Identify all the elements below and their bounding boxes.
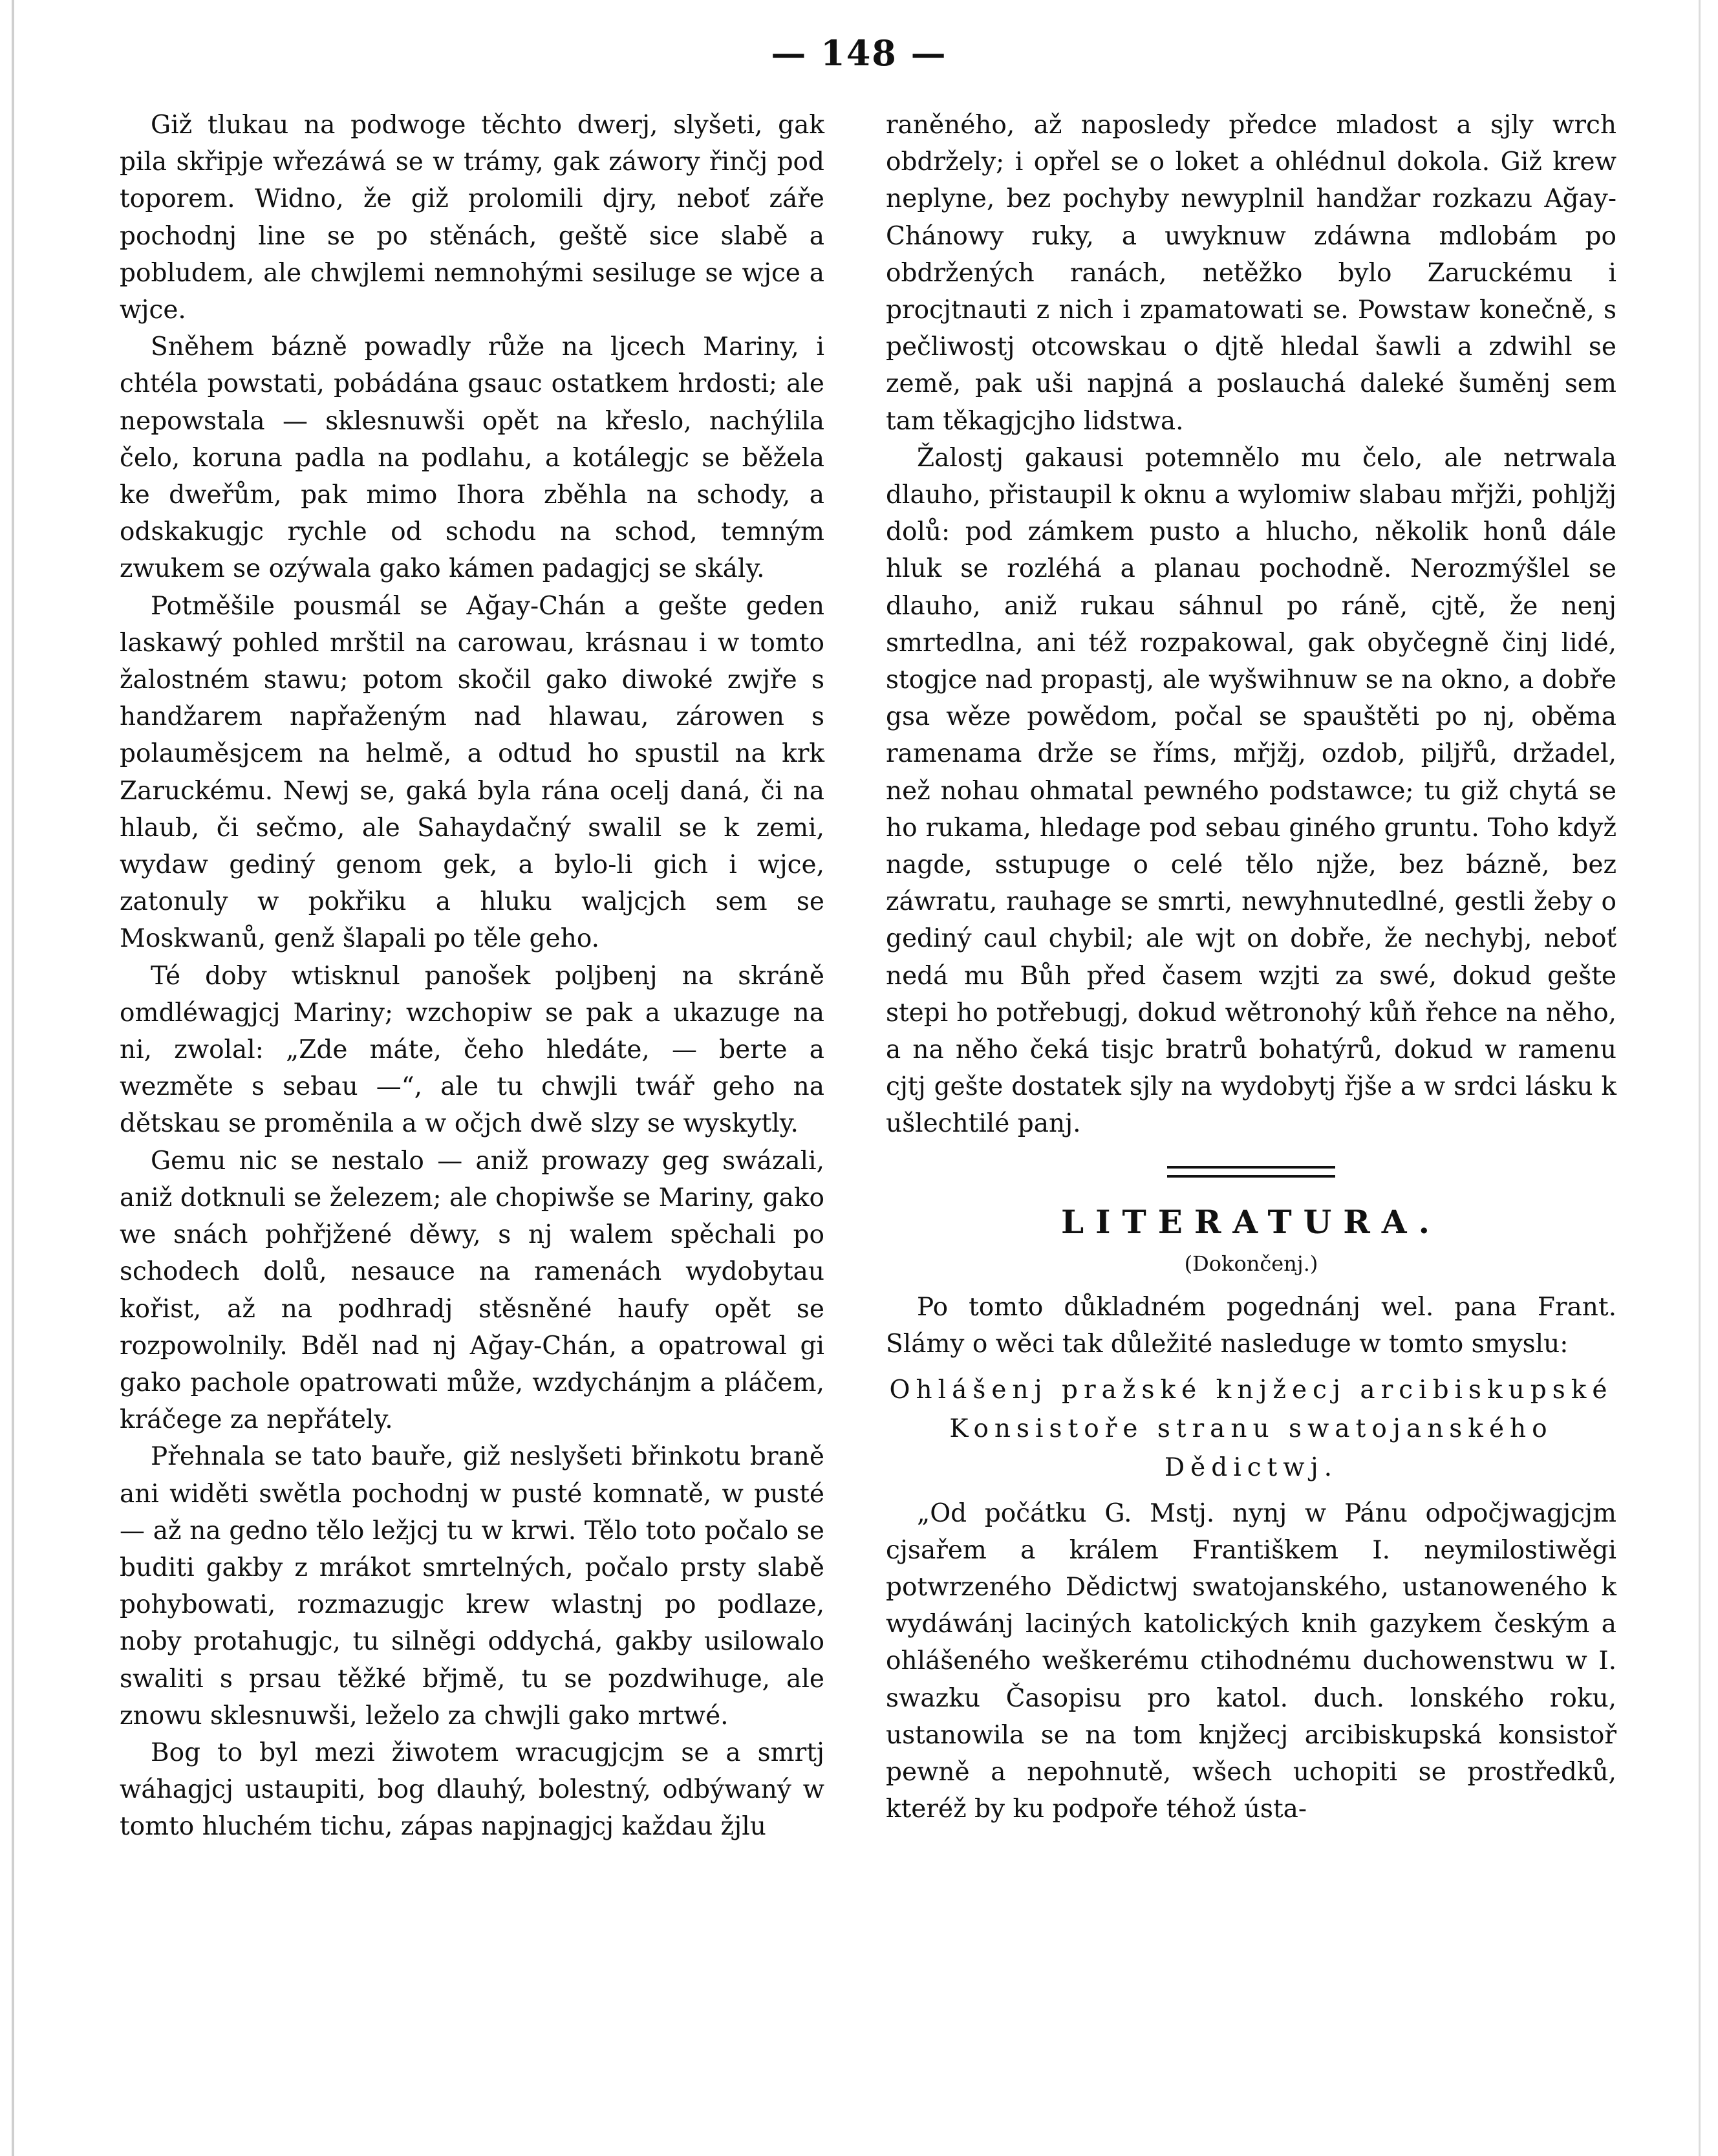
left-paragraph: Sněhem bázně powadly růže na ljcech Mariny, i chtéla powstati, pobádána gsauc ostatkem hrdosti; ale nepowstala — sklesnuwši opět na křeslo, nachýlila čelo, koruna padla na podlahu, a kotálegjc se běžela ke dweřům, pak mimo Ihora zběhla na schody, a odskakugjc rychle od schodu na schod, temným zwukem se ozýwala gako kámen padagjcj se skály. [120,332,824,584]
right-paragraph: Žalostj gakausi potemnělo mu čelo, ale netrwala dlauho, přistaupil k oknu a wylomiw slabau mřjži, pohljžj dolů: pod zámkem pusto a hlucho, několik honů dále hluk se rozléhá a planau pochodně. Nerozmýšlel se dlauho, aniž rukau sáhnul po ráně, cjtě, že nenj smrtedlna, ani též rozpakowal, gak obyčegně činj lidé, stogjce nad propastj, ale wyšwihnuw se na okno, a dobře gsa wěze powědom, počal se spauštěti po nj, oběma ramenama drže se říms, mřjžj, ozdob, piljřů, držadel, než nohau ohmatal pewného podstawce; tu giž chytá se ho rukama, hledage pod sebau giného gruntu. Toho když nagde, sstupuge o celé tělo njže, bez bázně, bez záwratu, rauhage se smrti, newyhnutedlné, gestli žeby o gediný caul chybil; ale wjt on dobře, že nechybj, neboť nedá mu Bůh před časem wzjti za swé, dokud gešte stepi ho potřebugj, dokud wětronohý kůň řehce na něho, a na něho čeká tisjc bratrů bohatýrů, dokud w ramenu cjtj gešte dostatek sjly na wydobytj řjše a w srdci lásku k ušlechtilé panj. [886,443,1616,1139]
announcement-title: Ohlášenj pražské knjžecj arcibiskupské Konsistoře stranu swatojanského Dědictwj. [889,1375,1613,1482]
quote-paragraph: „Od počátku G. Mstj. nynj w Pánu odpočjwagjcjm cjsařem a králem Františkem I. neymilostiwěgi potwrzeného Dědictwj swatojanského, ustanoweného k wydáwánj laciných katolických knih gazykem českým a ohlášeného weškerému ctihodnému duchowenstwu w I. swazku Časopisu pro katol. duch. lonského roku, ustanowila se na tom knjžecj arcibiskupská konsistoř pewně a nepohnutě, wšech uchopiti se prostředků, kteréž by ku podpoře téhož ústa- [886,1498,1616,1824]
section-subtitle: (Dokončenj.) [1184,1251,1318,1276]
left-paragraph: Přehnala se tato bauře, giž neslyšeti břinkotu braně ani widěti swětla pochodnj w pusté komnatě, w pusté — až na gedno tělo ležjcj tu w krwi. Tělo toto počalo se buditi gakby z mrákot smrtelných, počalo prsty slabě pohybowati, rozmazugjc krew wlastnj po podlaze, noby protahugjc, tu silněgi oddychá, gakby usilowalo swaliti s prsau těžké břjmě, tu se pozdwihuge, ale znowu sklesnuwši, leželo za chwjli gako mrtwé. [120,1442,824,1730]
left-paragraph: Giž tlukau na podwoge těchto dwerj, slyšeti, gak pila skřipje wřezáwá se w trámy, gak záwory řinčj pod toporem. Widno, že giž prolomili djry, neboť záře pochodnj line se po stěnách, geště sice slabě a pobludem, ale chwjlemi nemnohými sesiluge se wjce a wjce. [120,111,824,325]
section-title: LITERATURA. [1060,1202,1442,1241]
left-paragraph: Bog to byl mezi žiwotem wracugjcjm se a smrtj wáhagjcj ustaupiti, bog dlauhý, bolestný, odbýwaný w tomto hluchém tichu, zápas napjnagjcj každau žjlu [120,1738,824,1842]
intro-paragraph: Po tomto důkladném pogednánj wel. pana Frant. Slámy o wěci tak důležité nasleduge w tomto smyslu: [886,1293,1616,1359]
right-paragraph: raněného, až naposledy předce mladost a sjly wrch obdržely; i opřel se o loket a ohlédnul dokola. Giž krew neplyne, bez pochyby newyplnil handžar rozkazu Ağay-Chánowy ruky, a uwyknuw zdáwna mdlobám po obdržených ranách, netěžko bylo Zaruckému i procjtnauti z nich i zpamatowati se. Powstaw konečně, s pečliwostj otcowskau o djtě hledal šawli a zdwihl se země, pak uši napjná a poslauchá daleké šuměnj sem tam těkagjcjho lidstwa. [886,111,1616,436]
left-column [120,107,824,1846]
section-separator [1167,1166,1335,1178]
left-paragraph: Potměšile pousmál se Ağay-Chán a gešte geden laskawý pohled mrštil na carowau, krásnau i w tomto žalostném stawu; potom skočil gako diwoké zwjře s handžarem napřaženým nad hlawau, zárowen s polauměsjcem na helmě, a odtud ho spustil na krk Zaruckému. Newj se, gaká byla rána ocelj daná, či na hlaub, či sečmo, ale Sahaydačný swalil se k zemi, wydaw gediný genom gek, a bylo-li gich i wjce, zatonuly w pokřiku a hluku waljcjch sem se Moskwanů, genž šlapali po těle geho. [120,591,824,954]
right-column [886,107,1616,1827]
left-paragraph: Gemu nic se nestalo — aniž prowazy geg swázali, aniž dotknuli se železem; ale chopiwše se Mariny, gako we snách pohřjžené děwy, s nj walem spěchali po schodech dolů, nesauce na ramenách wydobytau kořist, až na podhradj stěsněné haufy opět se rozpowolnily. Bděl nad nj Ağay-Chán, a opatrowal gi gako pachole opatrowati může, wzdychánjm a pláčem, kráčege za nepřátely. [120,1146,824,1435]
left-paragraph: Té doby wtisknul panošek poljbenj na skráně omdléwagjcj Mariny; wzchopiw se pak a ukazuge na ni, zwolal: „Zde máte, čeho hledáte, — berte a wezměte s sebau —“, ale tu chwjli twář geho na dětskau se proměnila a w očjch dwě slzy se wyskytly. [120,961,824,1139]
page-number: — 148 — [771,32,947,74]
